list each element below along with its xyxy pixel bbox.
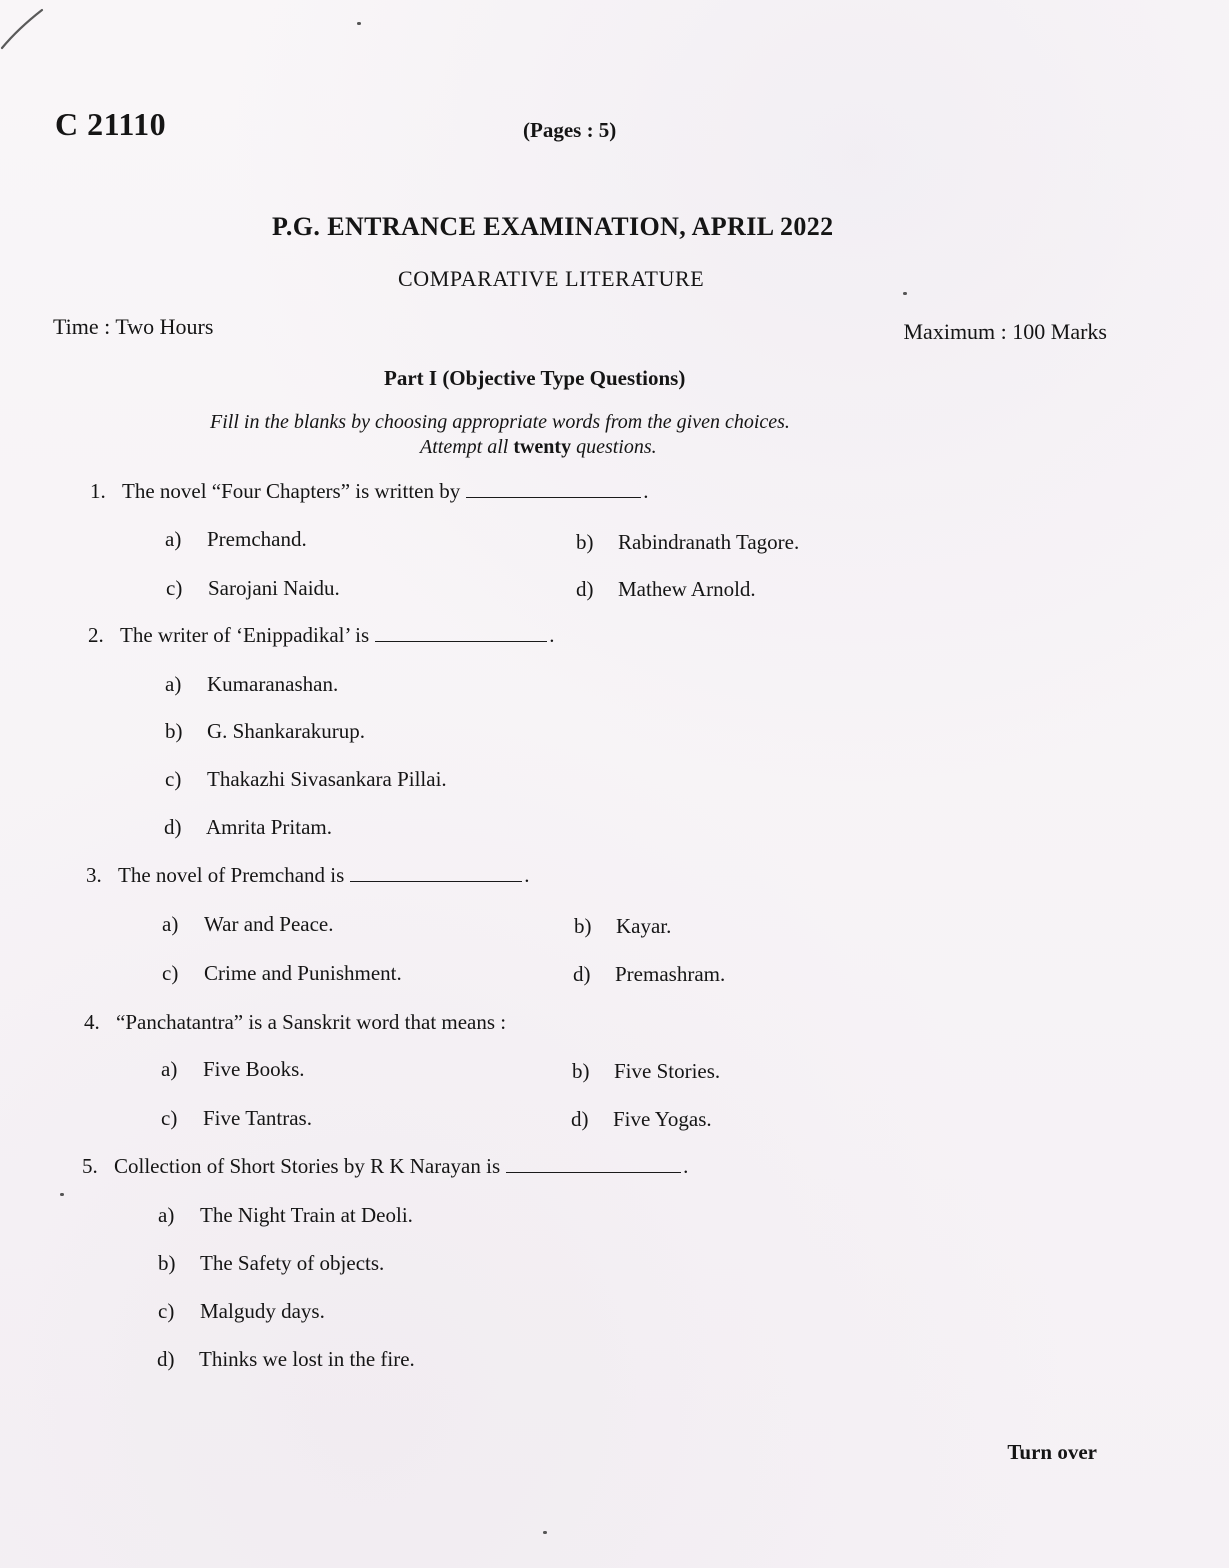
instruction-line-1: Fill in the blanks by choosing appropriate words from the given choices. [210, 411, 790, 433]
question-suffix: . [643, 479, 649, 503]
option-3a: a) War and Peace. [162, 912, 334, 936]
scan-speck [60, 1193, 64, 1196]
answer-blank [375, 624, 547, 642]
option-4a: a) Five Books. [161, 1057, 305, 1081]
option-4c: c) Five Tantras. [161, 1106, 312, 1130]
option-5a: a) The Night Train at Deoli. [158, 1203, 413, 1227]
question-5 [82, 1154, 688, 1179]
question-number: 3. [86, 863, 102, 887]
question-2 [88, 623, 554, 648]
maximum-marks: Maximum : 100 Marks [903, 319, 1107, 344]
subject-title: COMPARATIVE LITERATURE [398, 266, 705, 291]
instruction-emphasis: twenty [513, 436, 572, 458]
option-1c: c) Sarojani Naidu. [166, 576, 340, 600]
option-5d: d) Thinks we lost in the fire. [157, 1347, 415, 1371]
instruction-suffix: questions. [576, 436, 657, 458]
option-1a: a) Premchand. [165, 527, 307, 551]
question-1 [90, 479, 649, 504]
option-3d: d) Premashram. [573, 962, 726, 986]
question-number: 2. [88, 623, 104, 647]
question-text: The novel of Premchand is [118, 863, 345, 887]
turn-over-note: Turn over [1007, 1440, 1097, 1464]
question-3 [86, 863, 530, 888]
exam-code: C 21110 [55, 106, 167, 142]
scan-speck [357, 22, 361, 25]
option-5b: b) The Safety of objects. [158, 1251, 385, 1275]
question-text: The novel “Four Chapters” is written by [122, 479, 461, 503]
question-number: 5. [82, 1154, 98, 1178]
question-4 [84, 1010, 506, 1035]
page-count: (Pages : 5) [523, 118, 617, 142]
question-number: 1. [90, 479, 106, 503]
question-text: “Panchatantra” is a Sanskrit word that means : [116, 1010, 507, 1034]
option-1b: b) Rabindranath Tagore. [576, 530, 800, 554]
scan-speck [903, 292, 907, 295]
question-text: Collection of Short Stories by R K Narayan is [114, 1154, 501, 1178]
option-4b: b) Five Stories. [572, 1059, 721, 1083]
answer-blank [506, 1155, 681, 1173]
exam-title: P.G. ENTRANCE EXAMINATION, APRIL 2022 [272, 212, 834, 241]
option-2d: d) Amrita Pritam. [164, 815, 332, 839]
scan-mark-icon [0, 0, 48, 52]
option-4d: d) Five Yogas. [571, 1107, 712, 1131]
answer-blank [466, 480, 641, 498]
time-allowed: Time : Two Hours [53, 314, 214, 339]
question-text: The writer of ‘Enippadikal’ is [120, 623, 370, 647]
instruction-line-2 [420, 436, 657, 459]
option-3b: b) Kayar. [574, 914, 672, 938]
option-2b: b) G. Shankarakurup. [165, 719, 366, 743]
answer-blank [350, 864, 522, 882]
part-title: Part I (Objective Type Questions) [384, 366, 686, 390]
question-suffix: . [524, 863, 530, 887]
instruction-prefix: Attempt all [420, 436, 509, 458]
option-2a: a) Kumaranashan. [165, 672, 339, 696]
question-number: 4. [84, 1010, 100, 1034]
question-suffix: . [549, 623, 555, 647]
option-3c: c) Crime and Punishment. [162, 961, 402, 985]
option-5c: c) Malgudy days. [158, 1299, 325, 1323]
scan-speck [543, 1531, 547, 1534]
option-2c: c) Thakazhi Sivasankara Pillai. [165, 767, 447, 791]
option-1d: d) Mathew Arnold. [576, 577, 756, 601]
question-suffix: . [683, 1154, 689, 1178]
